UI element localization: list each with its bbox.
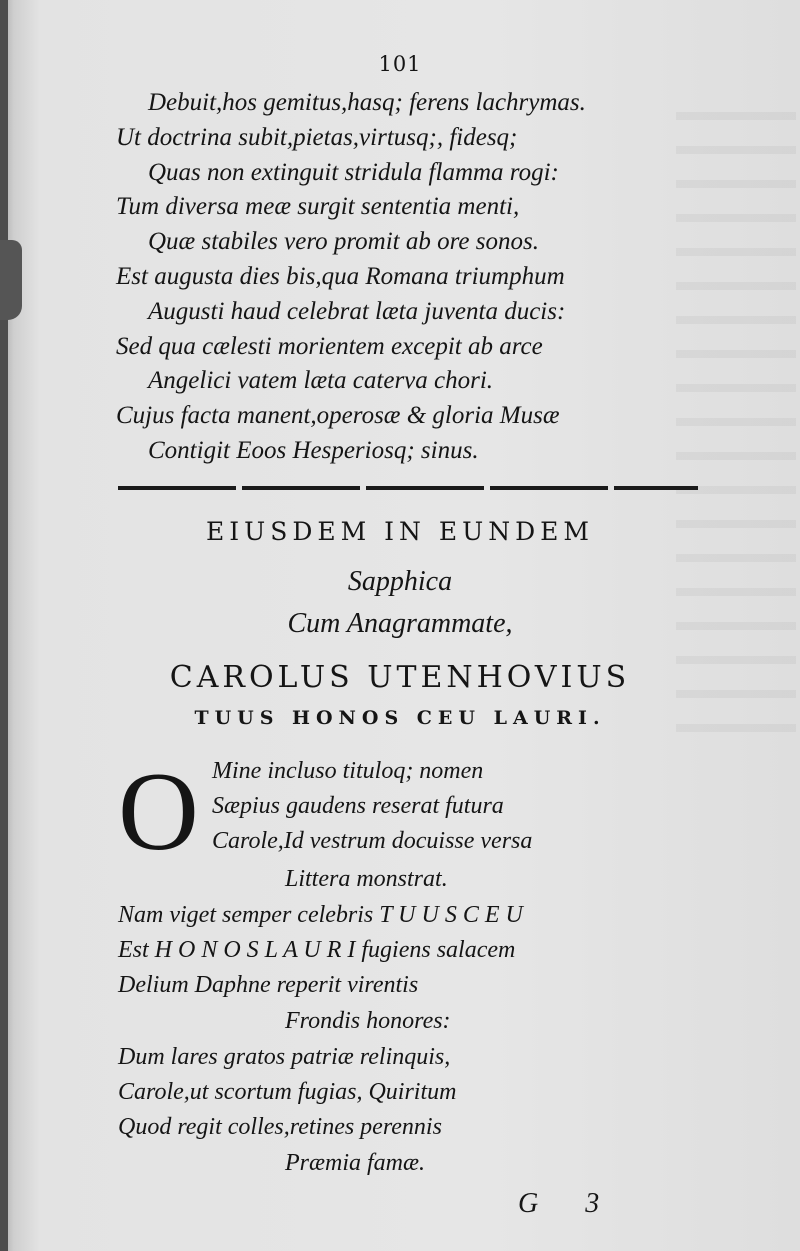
drop-cap-letter: O — [118, 750, 199, 874]
poem-line: Mine incluso tituloq; nomen — [212, 758, 484, 784]
section-subheading-anagram: Cum Anagrammate, — [287, 608, 513, 639]
verse-line: Augusti haud celebrat læta juventa ducis: — [148, 297, 566, 325]
verse-line: Est augusta dies bis,qua Romana triumphum — [116, 262, 565, 290]
verse-line: Quæ stabiles vero promit ab ore sonos. — [148, 228, 539, 256]
page-number: 101 — [378, 52, 422, 76]
verse-line: Quas non extinguit stridula flamma rogi: — [148, 158, 559, 186]
signature-mark: G 3 — [518, 1188, 620, 1219]
poem-line: Carole,Id vestrum docuisse versa — [212, 828, 533, 854]
verse-line: Tum diversa meæ surgit sententia menti, — [116, 193, 520, 221]
section-divider-rule — [118, 486, 698, 490]
verse-line: Angelici vatem læta caterva chori. — [148, 367, 494, 395]
poem-line: Sæpius gaudens reserat futura — [212, 793, 504, 819]
verse-line: Debuit,hos gemitus,hasq; ferens lachrymas. — [148, 89, 586, 116]
poem-line: Frondis honores: — [285, 1008, 451, 1034]
section-heading: EIUSDEM IN EUNDEM — [206, 517, 594, 546]
poem-line: Quod regit colles,retines perennis — [118, 1114, 442, 1140]
poem-line: Præmia famæ. — [285, 1150, 426, 1176]
section-subheading: Sapphica — [347, 566, 453, 597]
poem-line: Littera monstrat. — [285, 866, 448, 892]
poem-line: Delium Daphne reperit virentis — [118, 972, 419, 998]
verse-line: Ut doctrina subit,pietas,virtusq;, fidesq; — [116, 123, 518, 151]
verse-line: Contigit Eoos Hesperiosq; sinus. — [148, 436, 479, 464]
poem-line: Carole,ut scortum fugias, Quiritum — [118, 1079, 457, 1105]
verse-block-top — [116, 86, 716, 469]
verse-line: Sed qua cælesti morientem excepit ab arce — [116, 332, 543, 360]
anagram-heading: TUUS HONOS CEU LAURI. — [194, 707, 606, 729]
binding-mark — [0, 240, 22, 320]
poem-line: Nam viget semper celebris T U U S C E U — [118, 902, 523, 928]
poem-line: Dum lares gratos patriæ relinquis, — [118, 1044, 451, 1070]
poem-line: Est H O N O S L A U R I fugiens salacem — [118, 937, 516, 963]
author-name-heading: CAROLUS UTENHOVIUS — [169, 660, 631, 695]
verse-line: Cujus facta manent,operosæ & gloria Musæ — [116, 402, 560, 430]
